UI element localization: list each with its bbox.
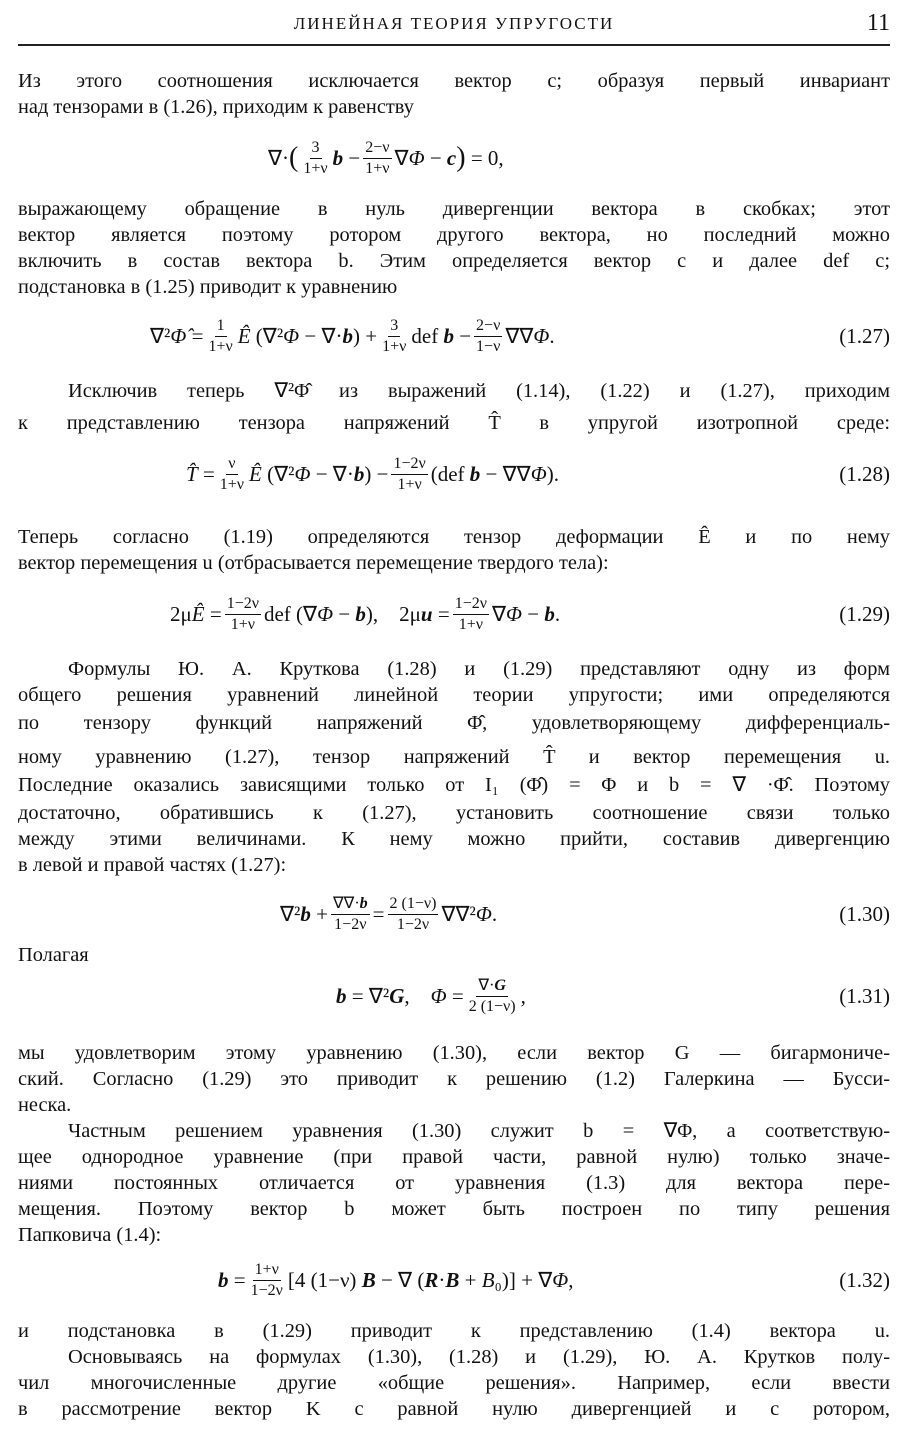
equation-number: (1.32)	[839, 1267, 890, 1292]
text-line: к представлению тензора напряжений T̂ в упругой изотропной среде:	[18, 412, 890, 434]
text-line: над тензорами в (1.26), приходим к равенству	[18, 96, 414, 118]
text-line: мещения. Поэтому вектор b может быть построен по типу решения	[18, 1198, 890, 1220]
text-line: Исключив теперь ∇²Φ̂ из выражений (1.14), (1.22) и (1.27), приходим	[68, 380, 890, 402]
equation-1-30	[18, 884, 890, 944]
equation-1-28	[18, 444, 890, 504]
text-line: Папковича (1.4):	[18, 1224, 162, 1246]
text-line: ному уравнению (1.27), тензор напряжений T̂ и вектор перемещения u.	[18, 746, 890, 768]
text-line: подстановка в (1.25) приводит к уравнению	[18, 276, 398, 298]
text-line: щее однородное уравнение (при правой части, равной нулю) только значе-	[18, 1146, 890, 1168]
header-rule	[18, 44, 890, 46]
text-line: Основываясь на формулах (1.30), (1.28) и (1.29), Ю. А. Крутков полу-	[68, 1346, 890, 1368]
equation-number: (1.31)	[839, 983, 890, 1008]
text-line: вектор является поэтому ротором другого вектора, но последний можно	[18, 224, 890, 246]
equation-1-27	[18, 306, 890, 366]
equation-1-32	[18, 1250, 890, 1310]
equation-body: b = $\frac{1+\nu}{1-2\nu}$ [4 (1−ν) B − ∇ (R·B + B₀)] + ∇Φ,	[218, 1260, 574, 1299]
text-line: Последние оказались зависящими только от I₁ (Φ̂) = Φ и b = ∇ ·Φ̂. Поэтому	[18, 774, 890, 796]
equation-body: 2μÊ = $\frac{1-2\nu}{1+\nu}$ def (∇Φ − b), 2μu = $\frac{1-2\nu}{1+\nu}$ ∇Φ − b.	[170, 594, 561, 633]
equation-body: T̂ = $\frac{\nu}{1+\nu}$ Ê (∇²Φ − ∇·b) − $\frac{1-2\nu}{1+\nu}$ (def b − ∇∇Φ).	[186, 454, 559, 493]
text-line: Из этого соотношения исключается вектор c; образуя первый инвариант	[18, 70, 890, 92]
equation-number: (1.30)	[839, 901, 890, 926]
text-line: между этими величинами. К нему можно прийти, составив дивергенцию	[18, 828, 890, 850]
equation-body: ∇· ( $\frac{3}{1+\nu}$ b − $\frac{2-\nu}{1+\nu}$ ∇Φ − c ) = 0,	[268, 138, 504, 177]
text-line: Полагая	[18, 944, 89, 966]
equation-number: (1.27)	[839, 323, 890, 348]
text-line: неска.	[18, 1094, 72, 1116]
text-line: ский. Согласно (1.29) это приводит к решению (1.2) Галеркина — Бусси-	[18, 1068, 890, 1090]
text-line: чил многочисленные другие «общие решения». Например, если ввести	[18, 1372, 890, 1394]
equation-body: b = ∇²G, Φ = $\frac{\nabla\cdot G}{2 (1-\nu)}$ ,	[336, 976, 526, 1015]
text-line: в левой и правой частях (1.27):	[18, 854, 287, 876]
text-line: достаточно, обратившись к (1.27), установить соотношение связи только	[18, 802, 890, 824]
page-header	[18, 10, 890, 40]
text-line: в рассмотрение вектор K с равной нулю дивергенцией и с ротором,	[18, 1398, 890, 1420]
equation-divergence	[18, 128, 890, 188]
equation-1-31	[18, 966, 890, 1026]
text-line: общего решения уравнений линейной теории упругости; ими определяются	[18, 684, 890, 706]
equation-number: (1.29)	[839, 601, 890, 626]
equation-body: ∇²Φ̂ = $\frac{1}{1+\nu}$ Ê (∇²Φ − ∇·b) + $\frac{3}{1+\nu}$ def b − $\frac{2-\nu}{1-\nu}$ ∇∇Φ.	[150, 316, 555, 355]
equation-text-source	[0, 0, 1, 1]
text-line: Теперь согласно (1.19) определяются тензор деформации Ê и по нему	[18, 526, 890, 548]
text-line: ниями постоянных отличается от уравнения (1.3) для вектора пере-	[18, 1172, 890, 1194]
text-line: выражающему обращение в нуль дивергенции вектора в скобках; этот	[18, 198, 890, 220]
running-title: ЛИНЕЙНАЯ ТЕОРИЯ УПРУГОСТИ	[293, 14, 615, 33]
equation-1-29	[18, 584, 890, 644]
text-line: включить в состав вектора b. Этим определяется вектор c и далее def c;	[18, 250, 890, 272]
equation-body: ∇²b + $\frac{\nabla\nabla\cdot b}{1-2\nu}$ = $\frac{2 (1-\nu)}{1-2\nu}$ ∇∇²Φ.	[280, 894, 498, 933]
text-line: вектор перемещения u (отбрасывается перемещение твердого тела):	[18, 552, 609, 574]
text-line: по тензору функций напряжений Φ̂, удовлетворяющему дифференциаль-	[18, 712, 890, 734]
eq0-text	[0, 0, 1, 1]
page-number: 11	[866, 10, 890, 36]
equation-number: (1.28)	[839, 461, 890, 486]
text-line: Формулы Ю. А. Круткова (1.28) и (1.29) представляют одну из форм	[68, 658, 890, 680]
text-line: и подстановка в (1.29) приводит к представлению (1.4) вектора u.	[18, 1320, 890, 1342]
text-line: Частным решением уравнения (1.30) служит b = ∇Φ, а соответствую-	[68, 1120, 890, 1142]
text-line: мы удовлетворим этому уравнению (1.30), если вектор G — бигармониче-	[18, 1042, 890, 1064]
